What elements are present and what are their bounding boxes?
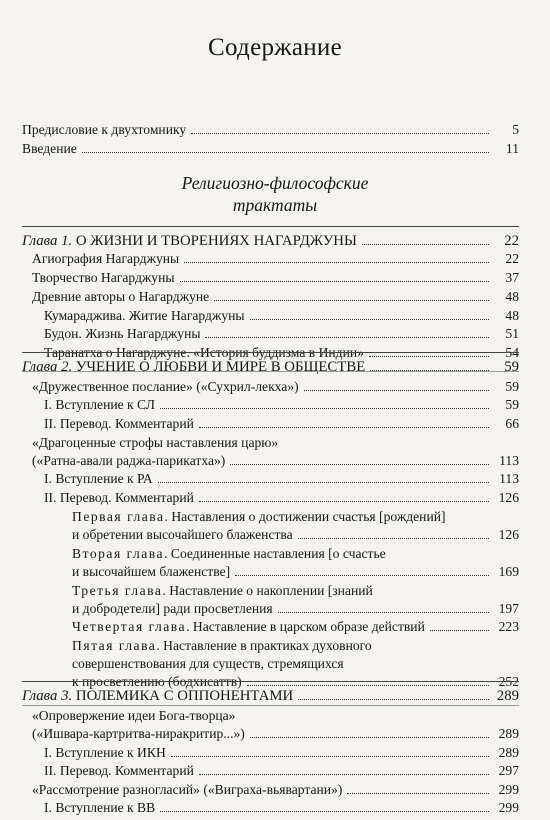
toc-entry-text: Будон. Жизнь Нагарджуны [44,326,201,341]
toc-entry [22,118,519,138]
page-title: Содержание [208,34,342,61]
toc-entry-text: . Наставление в царском образе действий [186,619,425,634]
toc-entry-text: «Рассмотрение разногласий» («Виграха-вьявартани») [32,782,343,797]
toc-entry-text: и обретении высочайшего блаженства [72,527,293,542]
toc-entry [22,137,519,157]
toc-entry-text: УЧЕНИЕ О ЛЮБВИ И МИРЕ В ОБЩЕСТВЕ [72,359,366,375]
toc-entry [44,322,519,342]
toc-subchapter-label: Четвертая глава [72,619,187,634]
toc-entry [32,285,519,305]
toc-entry [32,247,519,267]
toc-entry-text: I. Вступление к ВВ [44,800,156,815]
toc-entry-line [22,688,519,705]
page-number: 48 [505,308,519,323]
dot-leader [191,133,489,134]
toc-entry-text: О ЖИЗНИ И ТВОРЕНИЯХ НАГАРДЖУНЫ [72,233,357,249]
toc-entry-text: («Ишвара-картритва-ниракритир...») [32,726,245,741]
toc-entry-text: II. Перевод. Комментарий [44,763,194,778]
dot-leader [160,811,489,812]
toc-entry-line [44,800,519,816]
toc-entry-title [22,688,293,705]
page-number: 169 [498,564,519,579]
page-number: 126 [498,490,519,505]
section-heading-line: трактаты [232,195,318,215]
toc-entry-line [44,471,519,487]
toc-entry-text: «Драгоценные строфы наставления царю» [32,435,279,450]
page-number: 51 [505,326,519,341]
toc-entry-line [32,726,519,742]
toc-entry-text: и добродетели] ради просветления [72,601,273,616]
toc-entry-line [32,708,519,724]
toc-entry-text: ПОЛЕМИКА С ОППОНЕНТАМИ [72,688,294,704]
page-number: 59 [505,379,519,394]
page-number: 197 [498,601,519,616]
toc-entry-text: («Ратна-авали раджа-парикатха») [32,453,226,468]
toc-entry-text: Предисловие к двухтомнику [22,122,187,137]
toc-entry-line [72,619,519,635]
toc-entry-line [44,326,519,342]
toc-entry-title [32,726,245,742]
page-number: 5 [512,122,519,137]
toc-entry-text: . Наставление о накоплении [знаний [162,583,373,598]
toc-entry [32,431,519,469]
dot-leader [278,612,489,613]
toc-entry-text: . Соединенные наставления [о счастье [164,546,386,561]
toc-chapter-label: Глава 2. [22,359,73,375]
page-number: 289 [496,688,519,704]
toc-entry-title [32,251,179,267]
toc-entry-title [32,270,175,286]
toc-subchapter-label: Первая глава [72,509,165,524]
toc-entry-title [72,527,293,543]
page-number: 297 [498,763,519,778]
toc-entry [32,778,519,798]
divider-rule [22,352,519,353]
toc-entry-text: «Опровержение идеи Бога-творца» [32,708,236,723]
toc-entry-line [22,122,519,138]
toc-entry-text: Введение [22,141,77,156]
dot-leader [160,408,489,409]
toc-entry-line [72,527,519,543]
page-number: 22 [505,251,519,266]
toc-entry-line [44,763,519,779]
toc-entry-title [44,763,194,779]
toc-entry-line [72,546,519,562]
toc-entry-title [72,619,425,635]
dot-leader [184,262,489,263]
page-number: 252 [498,674,519,689]
page-number: 22 [504,233,519,249]
page-number: 299 [498,782,519,797]
toc-entry-line [32,251,519,267]
toc-entry [44,393,519,413]
toc-entry-line [72,656,519,672]
toc-entry-text: к просветлению (бодхисаттв) [72,674,242,689]
toc-entry-title [72,564,230,580]
toc-entry-line [32,289,519,305]
toc-entry-line [22,359,519,376]
toc-entry [72,615,519,635]
dot-leader [304,390,489,391]
toc-entry-title [44,800,155,816]
toc-entry-text: «Дружественное послание» («Сухрил-лекха») [32,379,299,394]
toc-entry-title [44,326,200,342]
toc-entry [44,467,519,487]
toc-entry-text: . Наставление в практиках духовного [156,638,372,653]
dot-leader [250,737,489,738]
page-number: 289 [498,745,519,760]
toc-entry [44,486,519,506]
dot-leader [347,793,489,794]
page-number: 299 [498,800,519,815]
toc-entry-line [44,416,519,432]
page-number: 66 [505,416,519,431]
toc-entry [44,741,519,761]
toc-entry-title [22,359,365,376]
toc-entry-line [72,638,519,654]
toc-entry-text: и высочайшем блаженстве] [72,564,231,579]
toc-entry-line [72,509,519,525]
toc-entry-title [32,289,209,305]
toc-entry [72,505,519,543]
toc-entry [44,412,519,432]
divider-rule [22,226,519,227]
divider-rule [22,705,519,706]
toc-entry-text: I. Вступление к ИКН [44,745,166,760]
dot-leader [205,337,489,338]
toc-entry [44,304,519,324]
dot-leader [298,538,489,539]
toc-entry [72,542,519,580]
toc-entry-text: совершенствования для существ, стремящихся [72,656,344,671]
toc-entry [72,579,519,617]
toc-chapter [22,685,519,705]
toc-entry-line [44,490,519,506]
toc-entry-text: I. Вступление к РА [44,471,153,486]
page-number: 11 [505,141,519,156]
dot-leader [230,464,489,465]
toc-entry-text: II. Перевод. Комментарий [44,416,194,431]
page-number: 113 [499,471,519,486]
toc-entry-text: Древние авторы о Нагарджуне [32,289,210,304]
toc-entry-title [44,490,194,506]
toc-entry-line [32,435,519,451]
page-number: 59 [505,397,519,412]
toc-entry-title [44,471,153,487]
toc-entry-title [44,416,194,432]
toc-entry-text: II. Перевод. Комментарий [44,490,194,505]
toc-entry [44,796,519,816]
page-number: 48 [505,289,519,304]
toc-entry-text: Таранатха о Нагарджуне. «История буддизма в Индии» [44,345,364,360]
toc-chapter-label: Глава 1. [22,233,73,249]
dot-leader [235,575,489,576]
toc-entry-line [32,270,519,286]
dot-leader [82,152,489,153]
toc-entry-line [22,141,519,157]
dot-leader [180,281,489,282]
dot-leader [214,300,489,301]
dot-leader [199,774,489,775]
toc-entry-title [44,397,155,413]
toc-subchapter-label: Пятая глава [72,638,157,653]
dot-leader [199,501,489,502]
section-heading [0,172,550,216]
page-number: 54 [505,345,519,360]
page-number: 37 [505,270,519,285]
toc-entry [32,704,519,742]
dot-leader [298,699,489,700]
toc-entry-title [22,141,77,157]
toc-entry-title [22,122,186,138]
toc-chapter [22,356,519,376]
toc-entry [32,375,519,395]
toc-entry-text: Кумарадживa. Житие Нагарджуны [44,308,245,323]
toc-entry-text: . Наставления о достижении счастья [рождений] [164,509,446,524]
section-heading-line: Религиозно-философские [181,173,369,193]
dot-leader [250,319,489,320]
toc-subchapter-label: Вторая глава [72,546,165,561]
toc-entry-text: Творчество Нагарджуны [32,270,175,285]
divider-rule [22,681,519,682]
page-number: 126 [498,527,519,542]
toc-entry-line [44,397,519,413]
dot-leader [362,244,489,245]
page-number: 289 [498,726,519,741]
toc-entry-text: Агиография Нагарджуны [32,251,180,266]
toc-entry-line [72,583,519,599]
toc-entry [44,759,519,779]
toc-entry-text: I. Вступление к СЛ [44,397,156,412]
divider-rule [22,371,519,372]
dot-leader [171,756,489,757]
toc-subchapter-label: Третья глава [72,583,163,598]
toc-entry [32,266,519,286]
dot-leader [430,630,489,631]
dot-leader [158,482,489,483]
page-number: 59 [504,359,519,375]
dot-leader [199,427,489,428]
toc-entry-line [72,564,519,580]
page-number: 223 [498,619,519,634]
toc-chapter-label: Глава 3. [22,688,73,704]
page-number: 113 [499,453,519,468]
